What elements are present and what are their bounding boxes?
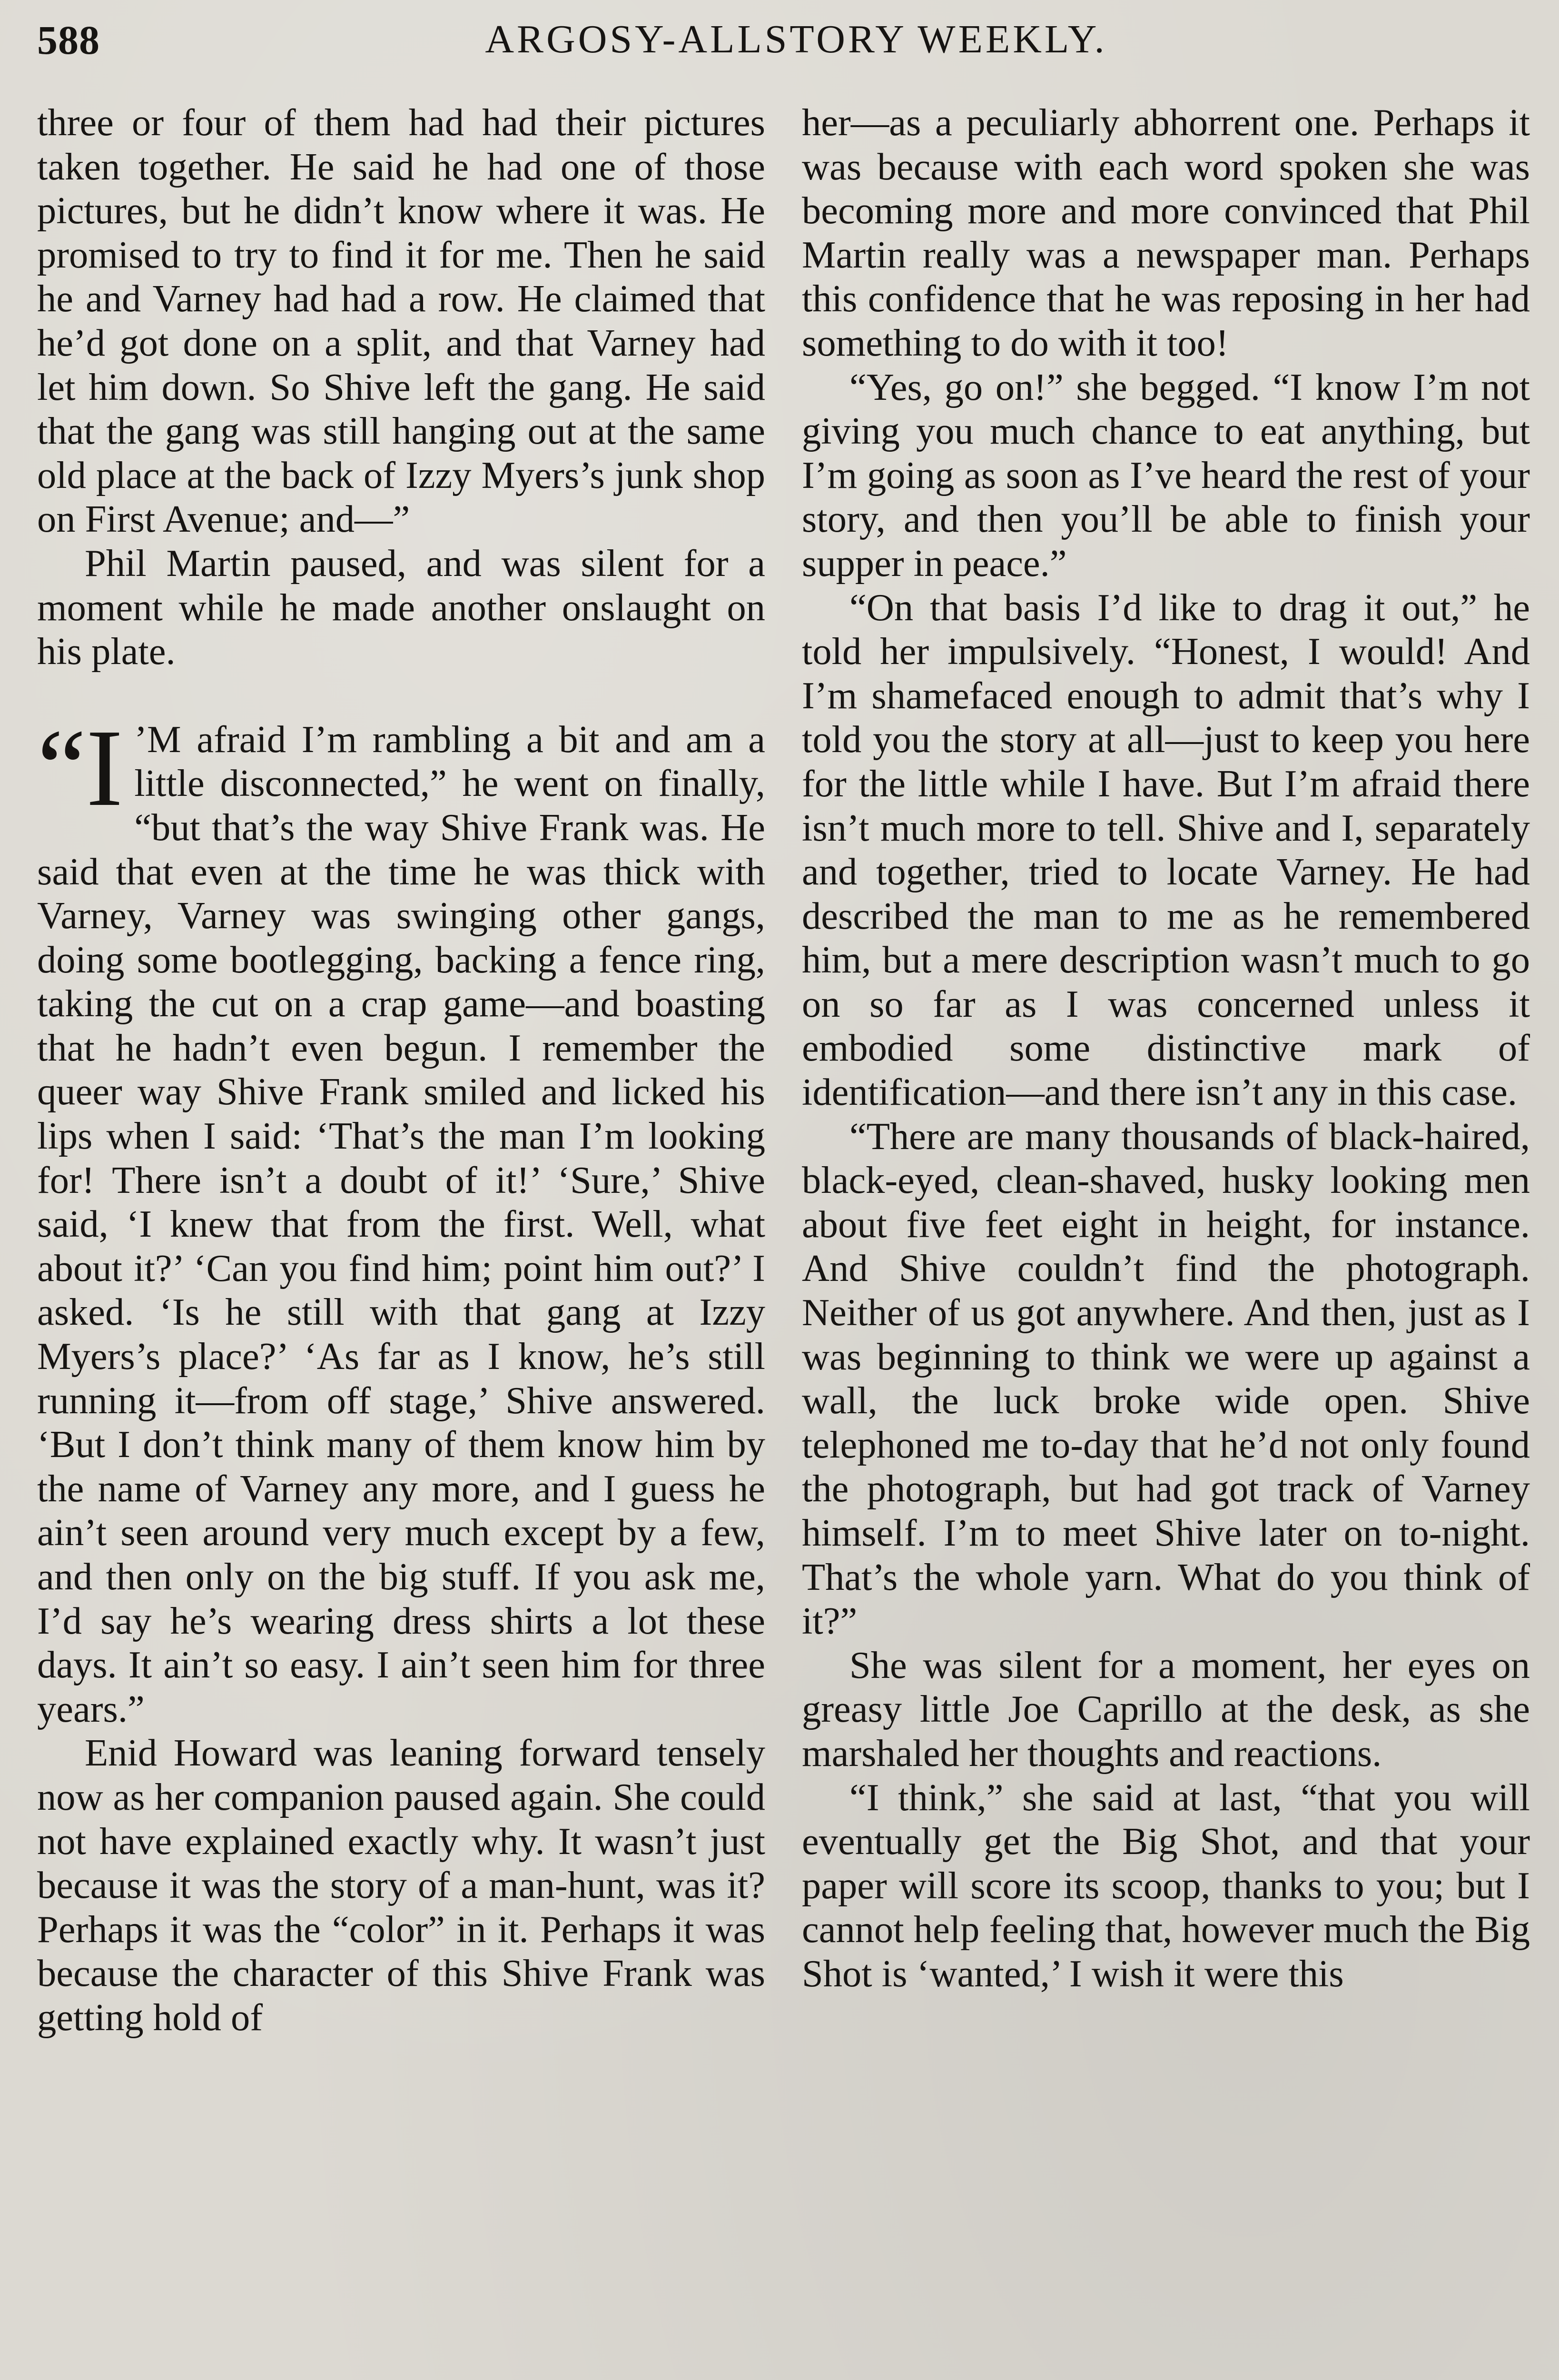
section-break [37, 674, 765, 718]
right-paragraph-2: “Yes, go on!” she begged. “I know I’m not giving you much chance to eat anything, but I’m going as soon as I’ve heard the rest of your story, and then you’ll be able to finish your supper in peace.” [802, 366, 1530, 585]
left-paragraph-2: Phil Martin paused, and was silent for a moment while he made another onslaught on his plate. [37, 542, 765, 673]
left-paragraph-4: Enid Howard was leaning forward tensely now as her companion paused again. She could not have explained exactly why. It wasn’t just because it was the story of a man-hunt, was it? Perhaps it was the “color” in it. Perhaps it was because the character of this Shive Frank was getting hold of [37, 1732, 765, 2039]
drop-cap: “I [37, 706, 123, 829]
left-paragraph-1: three or four of them had had their pictures taken together. He said he had one of those pictures, but he didn’t know where it was. He promised to try to find it for me. Then he said he and Varney had had a row. He claimed that he’d got done on a split, and that Varney had let him down. So Shive left the gang. He said that the gang was still hanging out at the same old place at the back of Izzy Myers’s junk shop on First Avenue; and—” [37, 101, 765, 541]
right-column [802, 101, 1530, 1996]
right-paragraph-3: “On that basis I’d like to drag it out,” he told her impulsively. “Honest, I would! And I’m shamefaced enough to admit that’s why I told you the story at all—just to keep you here for the little while I have. But I’m afraid there isn’t much more to tell. Shive and I, separately and together, tried to locate Varney. He had described the man to me as he remembered him, but a mere description wasn’t much to go on so far as I was concerned unless it embodied some distinctive mark of identification—and there isn’t any in this case. [802, 586, 1530, 1114]
right-paragraph-4: “There are many thousands of black-haired, black-eyed, clean-shaved, husky looking men about five feet eight in height, for instance. And Shive couldn’t find the photograph. Neither of us got anywhere. And then, just as I was beginning to think we were up against a wall, the luck broke wide open. Shive telephoned me to-day that he’d not only found the photograph, but had got track of Varney himself. I’m to meet Shive later on to-night. That’s the whole yarn. What do you think of it?” [802, 1115, 1530, 1643]
left-paragraph-3-text: ’M afraid I’m rambling a bit and am a little disconnected,” he went on finally, “but that’s the way Shive Frank was. He said that even at the time he was thick with Varney, Varney was swinging other gangs, doing some bootlegging, backing a fence ring, taking the cut on a crap game—and boasting that he hadn’t even begun. I remember the queer way Shive Frank smiled and licked his lips when I said: ‘That’s the man I’m looking for! There isn’t a doubt of it!’ ‘Sure,’ Shive said, ‘I knew that from the first. Well, what about it?’ ‘Can you find him; point him out?’ I asked. ‘Is he still with that gang at Izzy Myers’s place?’ ‘As far as I know, he’s still running it—from off stage,’ Shive answered. ‘But I don’t think many of them know him by the name of Varney any more, and I guess he ain’t seen around very much except by a few, and then only on the big stuff. If you ask me, I’d say he’s wearing dress shirts a lot these days. It ain’t so easy. I ain’t seen him for three years.” [37, 718, 765, 1730]
left-column [37, 101, 765, 2040]
left-paragraph-3 [37, 706, 765, 1732]
magazine-title: ARGOSY-ALLSTORY WEEKLY. [485, 17, 1107, 61]
right-paragraph-1: her—as a peculiarly abhorrent one. Perhaps it was because with each word spoken she was becoming more and more convinced that Phil Martin really was a newspaper man. Perhaps this confidence that he was reposing in her had something to do with it too! [802, 101, 1530, 364]
right-paragraph-6: “I think,” she said at last, “that you will eventually get the Big Shot, and that your paper will score its scoop, thanks to you; but I cannot help feeling that, however much the Big Shot is ‘wanted,’ I wish it were this [802, 1776, 1530, 1995]
right-paragraph-5: She was silent for a moment, her eyes on greasy little Joe Caprillo at the desk, as she marshaled her thoughts and reactions. [802, 1644, 1530, 1775]
page-number: 588 [37, 17, 100, 63]
running-head [37, 16, 1527, 69]
